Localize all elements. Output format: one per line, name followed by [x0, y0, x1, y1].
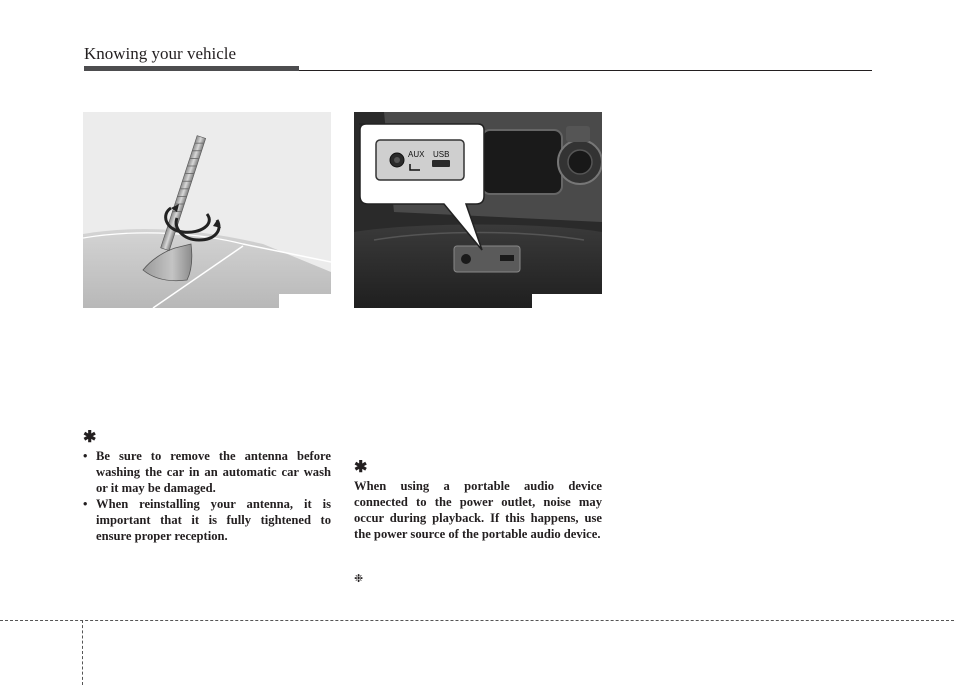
- aux-usb-figure: [354, 112, 602, 308]
- note-text: Be sure to remove the antenna before washing the car in an automatic car wash or it may be damaged.: [96, 449, 331, 495]
- note-text: When reinstalling your antenna, it is important that it is fully tightened to ensure proper reception.: [96, 497, 331, 543]
- note-star-icon: ✱: [83, 429, 97, 446]
- bullet-icon: •: [83, 497, 88, 511]
- usb-label: USB: [433, 150, 450, 159]
- header-bar: [84, 66, 299, 71]
- footer-divider: [0, 620, 954, 621]
- antenna-note: [83, 430, 331, 544]
- audio-note: [354, 460, 602, 542]
- small-mark-icon: ❉: [354, 572, 364, 585]
- bullet-icon: •: [83, 449, 88, 463]
- figure-tag: [279, 294, 331, 308]
- aux-usb-port-illustration: [354, 112, 602, 308]
- aux-label: AUX: [408, 150, 425, 159]
- note-list: [83, 448, 331, 544]
- antenna-figure: [83, 112, 331, 308]
- list-item: [83, 496, 331, 544]
- note-text: When using a portable audio device connected to the power outlet, noise may occur during playback. If this happens, use the power source of the portable audio device.: [354, 479, 602, 541]
- figure-tag: [532, 294, 602, 308]
- note-star-icon: ✱: [354, 459, 368, 476]
- footer-vertical-divider: [82, 620, 83, 685]
- list-item: [83, 448, 331, 496]
- antenna-rotate-illustration: [83, 112, 331, 308]
- header-rule: [299, 70, 872, 71]
- page-title: Knowing your vehicle: [84, 44, 237, 63]
